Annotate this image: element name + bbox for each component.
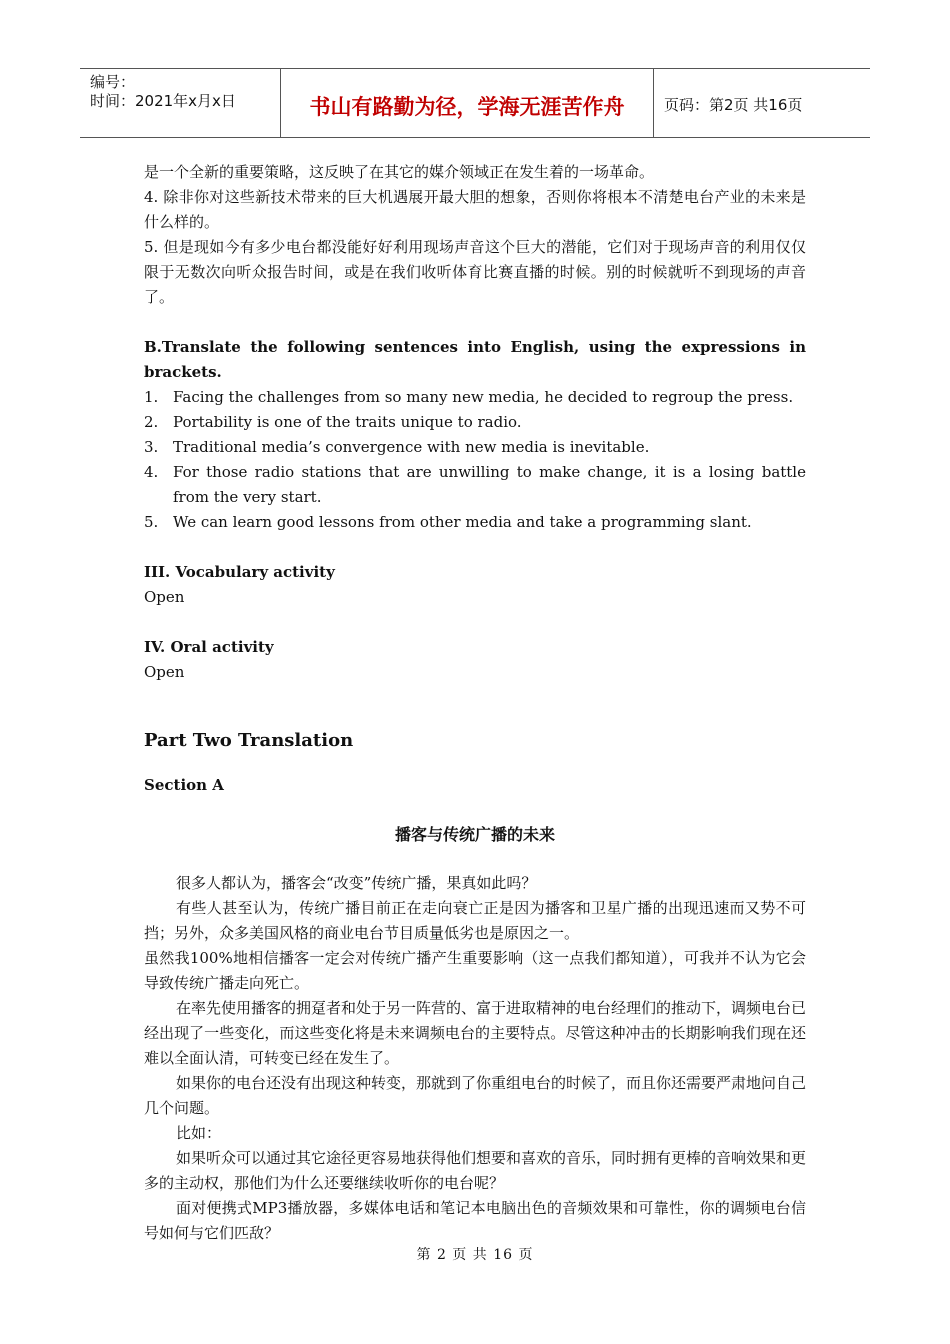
article-paragraph: 很多人都认为，播客会“改变”传统广播，果真如此吗？: [176, 874, 537, 892]
list-item: 5. We can learn good lessons from other media and take a programming slant.: [144, 513, 752, 531]
header-page-cell: [654, 69, 870, 137]
intro-paragraph: 4. 除非你对这些新技术带来的巨大机遇展开最大胆的想象，否则你将根本不清楚电台产业的未来是什么样的。: [144, 188, 806, 231]
article-paragraph: 在率先使用播客的拥趸者和处于另一阵营的、富于进取精神的电台经理们的推动下，调频电台已经出现了一些变化，而这些变化将是未来调频电台的主要特点。尽管这种冲击的长期影响我们现在还难以全面认清，可转变已经在发生了。: [144, 999, 807, 1067]
header-motto-cell: [281, 69, 654, 137]
article-paragraph: 虽然我100%地相信播客一定会对传统广播产生重要影响（这一点我们都知道），可我并不认为它会导致传统广播走向死亡。: [144, 949, 806, 992]
list-item: 2. Portability is one of the traits unique to radio.: [144, 413, 522, 431]
header-motto: 书山有路勤为径，学海无涯苦作舟: [309, 95, 625, 119]
section-b-heading: B.Translate the following sentences into English, using the expressions in brackets.: [144, 338, 806, 381]
part-two-heading: Part Two Translation: [144, 730, 354, 751]
article-paragraph: 面对便携式MP3播放器，多媒体电话和笔记本电脑出色的音频效果和可靠性，你的调频电台信号如何与它们匹敌？: [144, 1199, 806, 1242]
oral-heading: IV. Oral activity: [144, 638, 274, 656]
vocab-body: Open: [144, 588, 185, 606]
intro-paragraph: 是一个全新的重要策略，这反映了在其它的媒介领域正在发生着的一场革命。: [144, 163, 655, 181]
oral-body: Open: [144, 663, 185, 681]
document-body: [144, 160, 806, 1246]
header-page-number: 页码：第2页 共16页: [664, 96, 803, 114]
article-paragraph: 有些人甚至认为，传统广播目前正在走向衰亡正是因为播客和卫星广播的出现迅速而又势不可挡；另外，众多美国风格的商业电台节目质量低劣也是原因之一。: [144, 899, 806, 942]
translation-list: [144, 385, 806, 535]
document-time-label: 时间：2021年x月x日: [90, 92, 236, 110]
document-number-label: 编号：: [90, 73, 136, 91]
header-info-cell: [80, 69, 281, 137]
list-item: 4. For those radio stations that are unwilling to make change, it is a losing battle from the very start.: [144, 463, 806, 506]
article-title: 播客与传统广播的未来: [394, 825, 555, 844]
intro-paragraph: 5. 但是现如今有多少电台都没能好好利用现场声音这个巨大的潜能，它们对于现场声音的利用仅仅限于无数次向听众报告时间，或是在我们收听体育比赛直播的时候。别的时候就听不到现场的声音了。: [144, 238, 806, 306]
list-item: 3. Traditional media’s convergence with new media is inevitable.: [144, 438, 650, 456]
section-a-heading: Section A: [144, 776, 224, 794]
article-paragraph: 如果听众可以通过其它途径更容易地获得他们想要和喜欢的音乐，同时拥有更棒的音响效果和更多的主动权，那他们为什么还要继续收听你的电台呢？: [144, 1149, 807, 1192]
page-footer: 第 2 页 共 16 页: [416, 1247, 534, 1263]
page-header: [80, 68, 870, 138]
article-paragraph: 如果你的电台还没有出现这种转变，那就到了你重组电台的时候了，而且你还需要严肃地问自己几个问题。: [144, 1074, 807, 1117]
article-paragraph: 比如：: [176, 1124, 222, 1142]
list-item: 1. Facing the challenges from so many new media, he decided to regroup the press.: [144, 388, 794, 406]
vocab-heading: III. Vocabulary activity: [144, 563, 335, 581]
